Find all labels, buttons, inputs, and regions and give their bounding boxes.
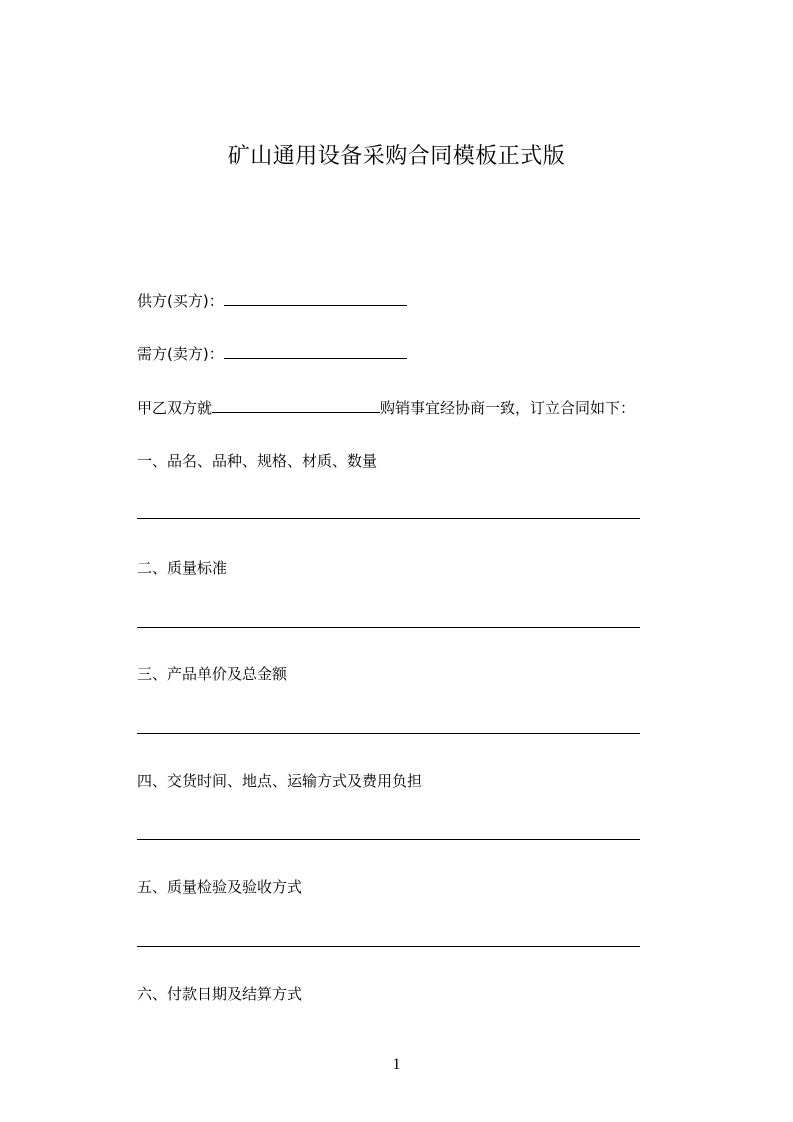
section-fill-line-4[interactable] [137,839,640,840]
section-heading-5: 五、质量检验及验收方式 [137,878,303,896]
section-fill-line-2[interactable] [137,627,640,628]
intro-prefix: 甲乙双方就 [137,399,213,417]
section-fill-line-5[interactable] [137,946,640,947]
section-heading-2: 二、质量标准 [137,559,228,577]
goods-blank[interactable] [212,398,380,413]
page-number: 1 [392,1056,401,1073]
document-title: 矿山通用设备采购合同模板正式版 [227,144,566,169]
buyer-label: 需方(卖方)： [137,345,224,363]
supplier-line [137,291,407,311]
intro-line [137,398,635,418]
supplier-blank[interactable] [224,291,407,306]
section-heading-4: 四、交货时间、地点、运输方式及费用负担 [137,772,423,790]
intro-suffix: 购销事宜经协商一致，订立合同如下： [380,399,636,417]
section-heading-6: 六、付款日期及结算方式 [137,985,303,1003]
section-fill-line-1[interactable] [137,518,640,519]
section-fill-line-3[interactable] [137,733,640,734]
section-heading-1: 一、品名、品种、规格、材质、数量 [137,452,378,470]
section-heading-3: 三、产品单价及总金额 [137,665,288,683]
supplier-label: 供方(买方)： [137,292,224,310]
buyer-line [137,344,407,364]
buyer-blank[interactable] [224,344,407,359]
